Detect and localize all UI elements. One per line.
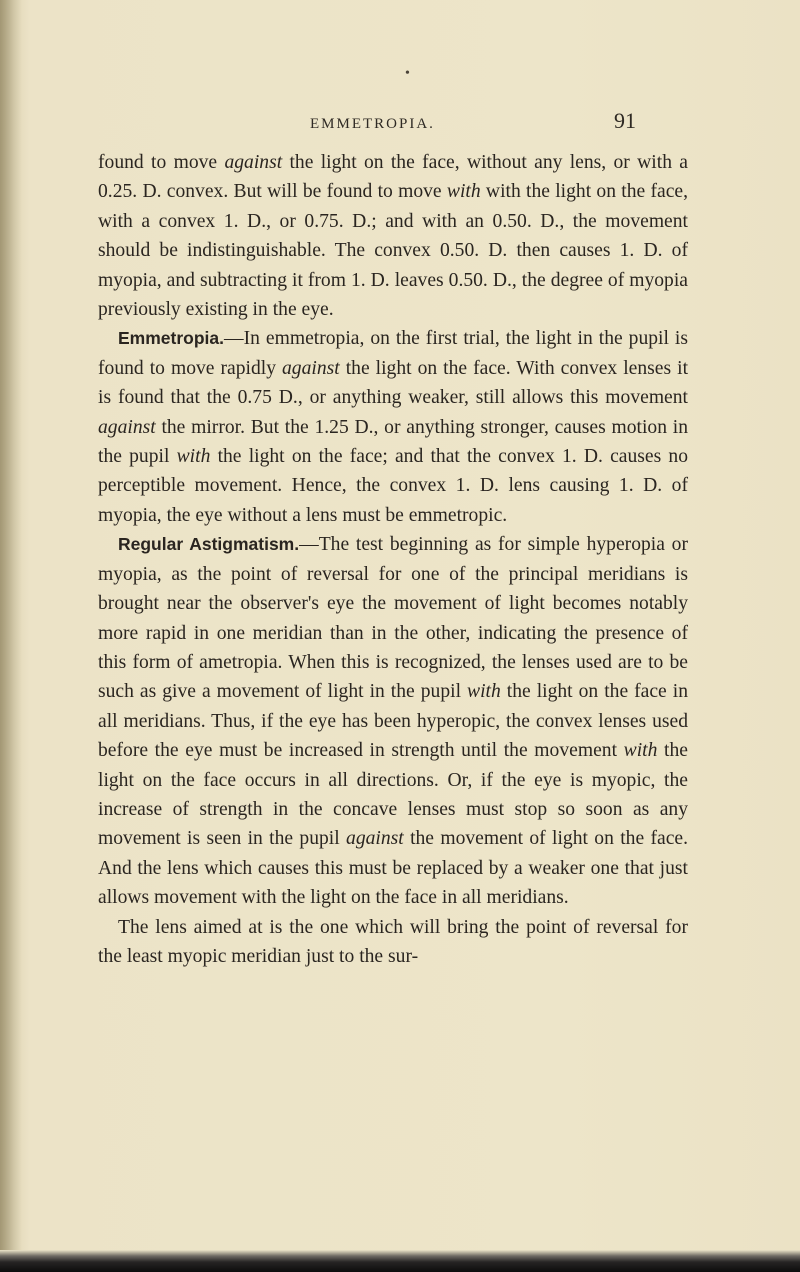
paragraph-emmetropia: [98, 324, 688, 530]
page-number: 91: [614, 108, 636, 133]
section-heading-emmetropia: Emmetropia.: [118, 328, 224, 349]
stray-mark: •: [405, 66, 410, 81]
page-header: [0, 108, 800, 138]
text-run: the light on the face, without any lens, or with a 0.25. D. convex. But will be found to move: [98, 152, 688, 203]
text-run: the light on the face. With convex lenses it is found that the 0.75 D., or anything weaker, still allows this movement: [98, 357, 689, 409]
paragraph-regular-astigmatism: [98, 530, 688, 912]
italic-term: against: [224, 152, 283, 173]
page-bottom-edge: [0, 1250, 800, 1272]
text-run: the mirror. But the 1.25 D., or anything stronger, causes motion in the pupil: [98, 416, 688, 468]
text-run: the light on the face occurs in all directions. Or, if the eye is myopic, the increase of strength in the concave lenses must stop so soon as any movement is seen in the pupil: [98, 740, 688, 850]
text-run: the movement of light on the face. And the lens which causes this must be replaced by a weaker one that just allows movement with the light on the face in all meridians.: [98, 828, 688, 909]
italic-term: against: [98, 416, 156, 438]
italic-term: with: [176, 446, 211, 468]
text-run: with the light on the face, with a convex 1. D., or 0.75. D.; and with an 0.50. D., the movement should be indistinguishable. The convex 0.50. D. then causes 1. D. of myopia, and subtracting it from 1. D. leaves 0.50. D., the degree of myopia previously existing in the eye.: [98, 181, 688, 321]
text-run: the light on the face in all meridians. Thus, if the eye has been hyperopic, the convex lenses used before the eye must be increased in strength until the movement: [98, 681, 688, 762]
running-head: EMMETROPIA.: [310, 116, 435, 132]
body-text: [98, 148, 688, 971]
paragraph-lens-aim: [98, 913, 688, 972]
text-run: —In emmetropia, on the first trial, the light in the pupil is found to move rapidly: [98, 328, 688, 379]
text-run: —The test beginning as for simple hyperopia or myopia, as the point of reversal for one of the principal meridians is brought near the observer's eye the movement of light becomes notably more rapid in one meridian than in the other, indicating the presence of this form of ametropia. When this is recognized, the lenses used are to be such as give a movement of light in the pupil: [98, 534, 688, 703]
text-run: found to move: [98, 152, 225, 173]
paragraph-continuation: [98, 148, 688, 324]
section-heading-regular-astigmatism: Regular Astigmatism.: [118, 534, 300, 555]
italic-term: with: [467, 681, 501, 703]
italic-term: against: [282, 357, 340, 379]
italic-term: with: [623, 740, 658, 762]
binding-shadow: [0, 0, 22, 1272]
italic-term: against: [346, 828, 404, 850]
italic-term: with: [446, 181, 481, 203]
text-run: the light on the face; and that the convex 1. D. causes no perceptible movement. Hence, the convex 1. D. lens causing 1. D. of myopia, the eye without a lens must be emmetropic.: [98, 446, 689, 526]
text-run: The lens aimed at is the one which will bring the point of reversal for the least myopic meridian just to the sur-: [98, 916, 688, 967]
